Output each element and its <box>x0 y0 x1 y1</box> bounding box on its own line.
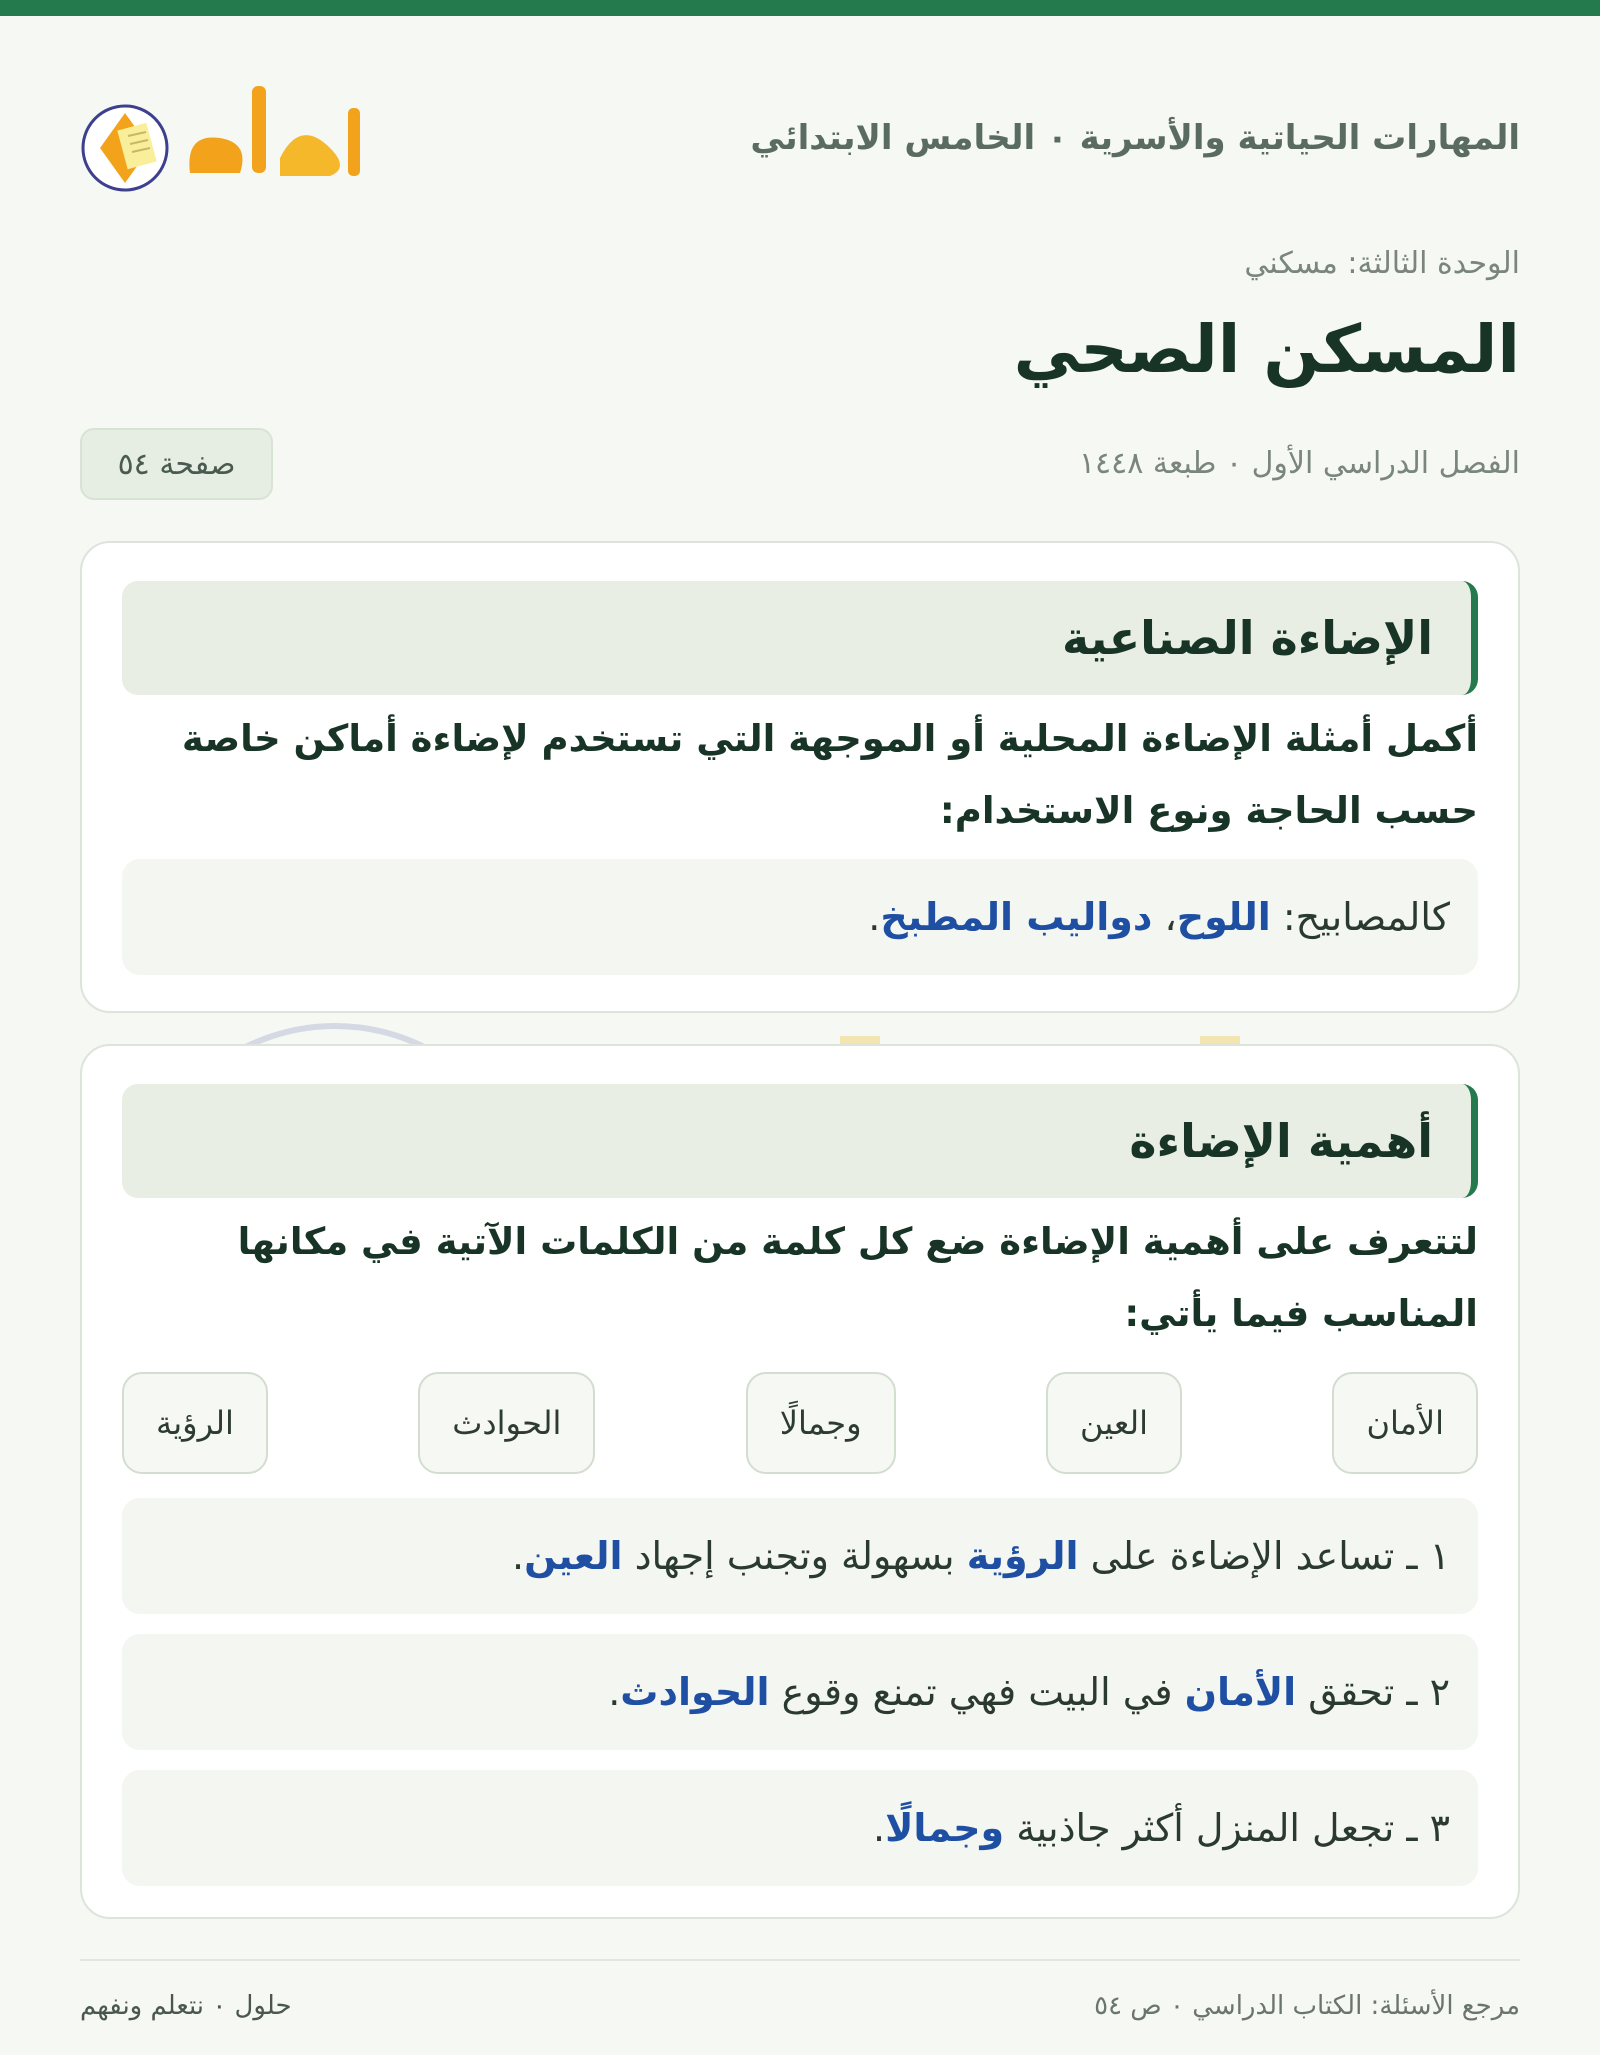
word-bank <box>122 1372 1478 1474</box>
section-heading: أهمية الإضاءة <box>122 1084 1478 1198</box>
word-chip: وجمالًا <box>746 1372 896 1474</box>
answer-word: الحوادث <box>620 1670 770 1714</box>
page-title: المسكن الصحي <box>1013 311 1520 388</box>
footer-reference: مرجع الأسئلة: الكتاب الدراسي ٠ ص ٥٤ <box>1094 1991 1520 2021</box>
answer-box <box>122 859 1478 975</box>
sentence-text: بسهولة وتجنب إجهاد <box>622 1534 967 1578</box>
sentence-text: . <box>872 1806 886 1850</box>
answer-word: دواليب المطبخ <box>880 895 1153 939</box>
answer-word: وجمالًا <box>885 1806 1005 1850</box>
answer-word: الرؤية <box>966 1534 1079 1578</box>
question-instruction: أكمل أمثلة الإضاءة المحلية أو الموجهة التي تستخدم لإضاءة أماكن خاصة حسب الحاجة ونوع الاستخدام: <box>181 717 1478 832</box>
section-heading: الإضاءة الصناعية <box>122 581 1478 695</box>
question-instruction: لتتعرف على أهمية الإضاءة ضع كل كلمة من الكلمات الآتية في مكانها المناسب فيما يأتي: <box>237 1220 1478 1335</box>
answer-separator: ، <box>1152 895 1177 939</box>
sentence-text: ١ ـ تساعد الإضاءة على <box>1078 1534 1450 1578</box>
unit-label: الوحدة الثالثة: مسكني <box>1244 246 1520 281</box>
word-chip: العين <box>1046 1372 1182 1474</box>
answer-sentence <box>122 1498 1478 1614</box>
footer-brand: حلول ٠ نتعلم ونفهم <box>80 1991 292 2021</box>
answer-prefix: كالمصابيح: <box>1270 895 1450 939</box>
section-artificial-lighting <box>80 541 1520 1013</box>
answer-word: الأمان <box>1184 1670 1297 1714</box>
edition-label: الفصل الدراسي الأول ٠ طبعة ١٤٤٨ <box>1078 446 1520 481</box>
answer-word: العين <box>524 1534 623 1578</box>
sentence-text: ٢ ـ تحقق <box>1296 1670 1450 1714</box>
word-chip: الأمان <box>1332 1372 1478 1474</box>
answer-end: . <box>868 895 881 939</box>
page-number-badge: صفحة ٥٤ <box>80 428 273 500</box>
sentence-text: في البيت فهي تمنع وقوع <box>769 1670 1185 1714</box>
word-chip: الرؤية <box>122 1372 268 1474</box>
sentence-text: . <box>608 1670 621 1714</box>
section-lighting-importance <box>80 1044 1520 1919</box>
footer-divider <box>80 1959 1520 1961</box>
subject-title: المهارات الحياتية والأسرية ٠ الخامس الابتدائي <box>750 118 1520 158</box>
header <box>80 78 1520 208</box>
answer-sentence <box>122 1770 1478 1886</box>
word-chip: الحوادث <box>418 1372 595 1474</box>
sentence-text: ٣ ـ تجعل المنزل أكثر جاذبية <box>1004 1806 1450 1850</box>
sentence-text: . <box>511 1534 525 1578</box>
answer-word: اللوح <box>1176 895 1271 939</box>
hulool-logo <box>80 78 380 208</box>
answer-sentence <box>122 1634 1478 1750</box>
